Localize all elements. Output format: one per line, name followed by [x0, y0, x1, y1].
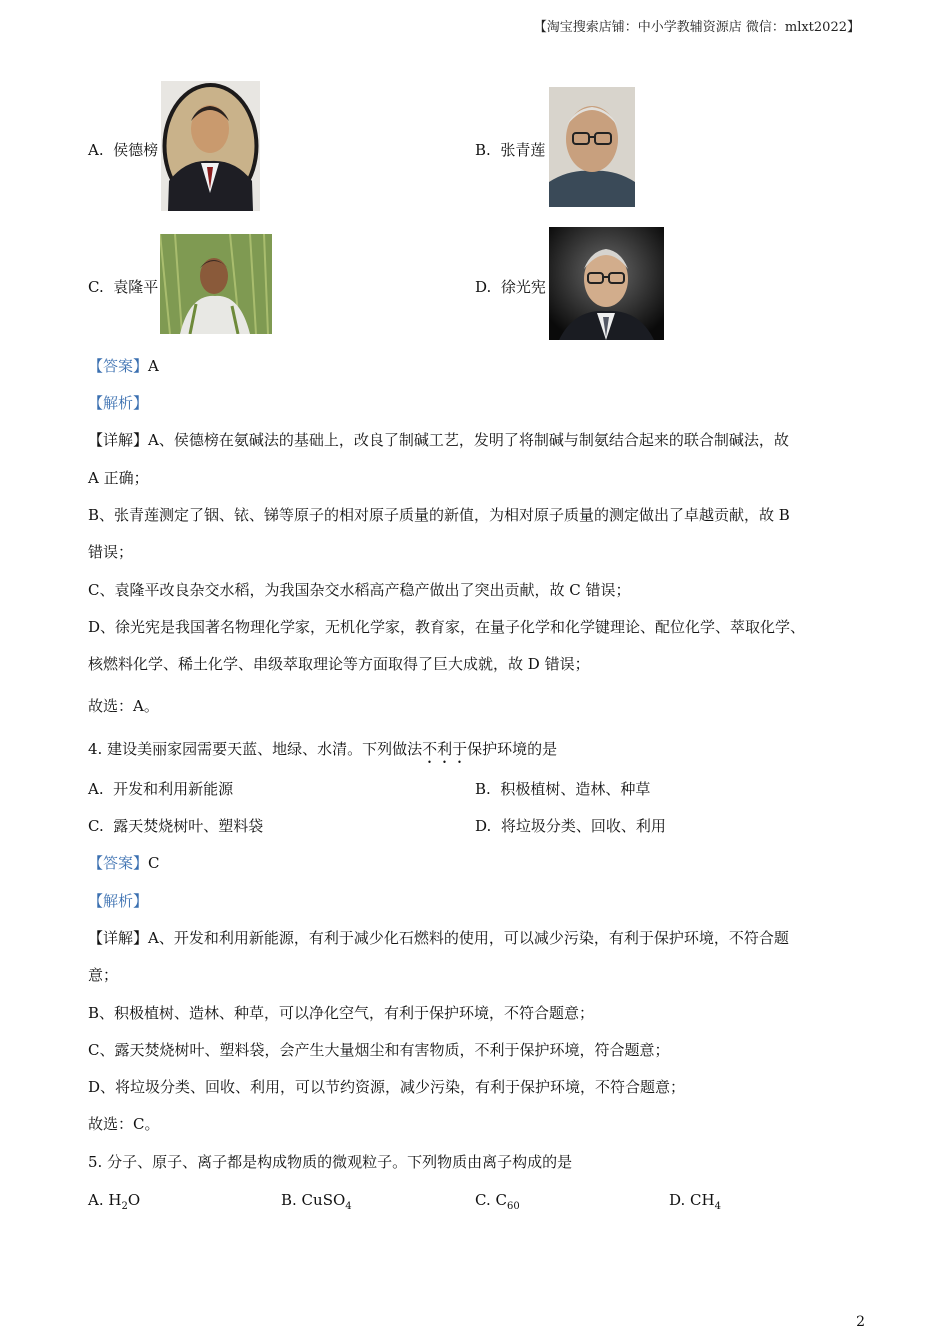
page-header: 【淘宝搜索店铺：中小学教辅资源店 微信：mlxt2022】 [533, 20, 860, 35]
q5-stem: 5. 分子、原子、离子都是构成物质的微观粒子。下列物质由离子构成的是 [88, 1153, 573, 1171]
q3-detail-line-5: C、袁隆平改良杂交水稻，为我国杂交水稻高产稳产做出了突出贡献，故 C 错误； [88, 581, 631, 599]
portrait-xu-guangxian [549, 227, 664, 340]
portrait-zhang-qinglian [549, 87, 635, 207]
q3-option-b: B. 张青莲 [475, 141, 546, 159]
q4-conclusion: 故选：C。 [88, 1115, 160, 1133]
q4-stem: 4. 建设美丽家园需要天蓝、地绿、水清。下列做法不利于保护环境的是 [88, 740, 558, 758]
q5-option-c: C. $C_{60}$ [475, 1191, 520, 1212]
q4-analysis-tag: 【解析】 [88, 892, 149, 910]
q4-option-b: B. 积极植树、造林、种草 [475, 780, 651, 798]
portrait-hou-debang [161, 81, 260, 211]
q3-detail-line-1: 【详解】A、侯德榜在氨碱法的基础上，改良了制碱工艺，发明了将制碱与制氨结合起来的联合制碱法，故 [88, 431, 789, 449]
q5-option-a: A. $H_2O$ [88, 1191, 141, 1212]
q3-conclusion: 故选：A。 [88, 697, 159, 715]
q4-detail-line-1: 【详解】A、开发和利用新能源，有利于减少化石燃料的使用，可以减少污染，有利于保护环境，不符合题 [88, 929, 789, 947]
q3-option-c: C. 袁隆平 [88, 278, 159, 296]
q3-detail-line-3: B、张青莲测定了铟、铱、锑等原子的相对原子质量的新值，为相对原子质量的测定做出了卓越贡献，故 B [88, 506, 790, 524]
q3-option-a: A. 侯德榜 [88, 141, 159, 159]
page-number: 2 [856, 1314, 865, 1330]
portrait-yuan-longping [160, 234, 272, 334]
q4-option-d: D. 将垃圾分类、回收、利用 [475, 817, 666, 835]
q3-detail-line-4: 错误； [88, 543, 134, 561]
q3-detail-line-7: 核燃料化学、稀土化学、串级萃取理论等方面取得了巨大成就，故 D 错误； [88, 655, 590, 673]
q5-option-d: D. $CH_4$ [669, 1191, 721, 1212]
q3-answer-line: 【答案】A [88, 357, 159, 375]
q4-detail-line-4: C、露天焚烧树叶、塑料袋，会产生大量烟尘和有害物质，不利于保护环境，符合题意； [88, 1041, 670, 1059]
q3-detail-line-6: D、徐光宪是我国著名物理化学家，无机化学家，教育家，在量子化学和化学键理论、配位化学、萃取化学、 [88, 618, 806, 636]
q4-option-c: C. 露天焚烧树叶、塑料袋 [88, 817, 264, 835]
q4-option-a: A. 开发和利用新能源 [88, 780, 234, 798]
q3-analysis-tag: 【解析】 [88, 394, 149, 412]
q4-stem-emphasis: 不利于 [422, 740, 468, 758]
q4-detail-line-3: B、积极植树、造林、种草，可以净化空气，有利于保护环境，不符合题意； [88, 1004, 595, 1022]
q4-answer-line: 【答案】C [88, 854, 160, 872]
q3-option-d: D. 徐光宪 [475, 278, 546, 296]
q4-detail-line-2: 意； [88, 966, 119, 984]
q3-detail-line-2: A 正确； [88, 469, 149, 487]
q5-option-b: B. CuSO$_4$ [281, 1191, 352, 1212]
q4-detail-line-5: D、将垃圾分类、回收、利用，可以节约资源，减少污染，有利于保护环境，不符合题意； [88, 1078, 686, 1096]
